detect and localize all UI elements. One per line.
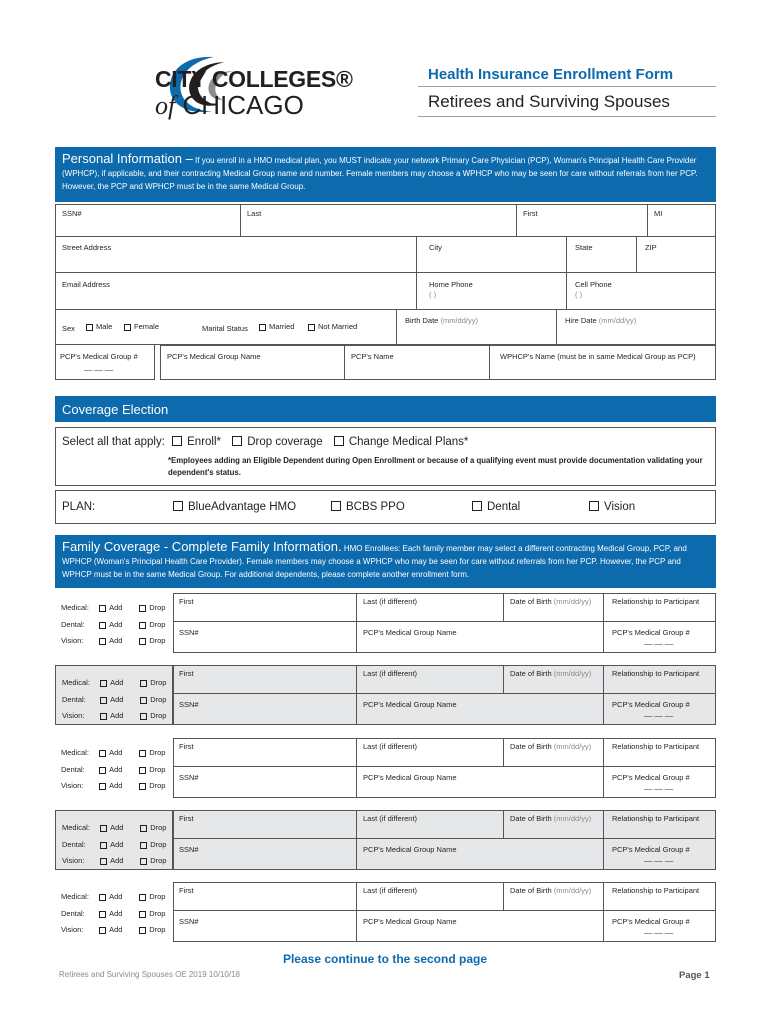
coverage-documentation-note: *Employees adding an Eligible Dependent during Open Enrollment or because of a qualifying event must provide documentation validating your dependent's status. — [168, 456, 703, 477]
medical-label: Medical: — [61, 892, 89, 901]
coverage-section-header — [55, 396, 716, 422]
dental-checkbox[interactable] — [472, 501, 482, 511]
dental-drop-option[interactable]: Drop — [139, 620, 165, 629]
medical-label: Medical: — [61, 603, 89, 612]
member-relationship-label: Relationship to Participant — [612, 669, 700, 678]
wphcp-name-label: WPHCP's Name (must be in same Medical Group as PCP) — [500, 352, 696, 361]
medical-coverage-row — [61, 603, 165, 612]
medical-add-checkbox[interactable] — [100, 680, 107, 687]
member-first-name-field[interactable] — [174, 739, 357, 767]
male-option[interactable]: Male — [86, 322, 112, 331]
member-pcp-group-number-blanks: __ __ __ — [644, 781, 674, 790]
logo-text-line2: of CHICAGO — [155, 90, 304, 120]
family-member-block — [55, 593, 716, 653]
family-member-fields — [173, 882, 716, 942]
member-dob-label: Date of Birth (mm/dd/yy) — [510, 597, 592, 606]
dental-coverage-row — [61, 909, 165, 918]
member-dob-label: Date of Birth (mm/dd/yy) — [510, 814, 592, 823]
personal-info-note: If you enroll in a HMO medical plan, you MUST indicate your network Primary Care Physician (PCP), Woman's Principal Health Care Provider (WPHCP), if applicable, and their contracting Medical Group name and number. Female members may choose a WPHCP who may be seen for care without referrals from her PCP. However, the PCP and WPHCP must be in the same Medical Group. — [62, 156, 698, 191]
select-all-label: Select all that apply: — [62, 436, 165, 448]
dental-drop-option[interactable]: Drop — [139, 909, 165, 918]
pcp-name-label: PCP's Name — [351, 352, 394, 361]
dental-drop-checkbox[interactable] — [140, 842, 147, 849]
birth-date-field[interactable] — [397, 310, 557, 345]
member-dob-field[interactable] — [504, 739, 604, 767]
pcp-group-number-blanks: __ __ __ — [84, 362, 114, 371]
medical-drop-option[interactable]: Drop — [139, 748, 165, 757]
vision-add-checkbox[interactable] — [100, 713, 107, 720]
vision-drop-checkbox[interactable] — [140, 858, 147, 865]
female-checkbox[interactable] — [124, 324, 131, 331]
member-first-label: First — [179, 742, 194, 751]
member-last-label: Last (if different) — [363, 597, 418, 606]
medical-add-option[interactable]: Add — [99, 603, 137, 612]
vision-drop-option[interactable]: Drop — [140, 711, 166, 720]
vision-drop-option[interactable]: Drop — [139, 781, 165, 790]
vision-drop-checkbox[interactable] — [139, 638, 146, 645]
member-last-name-field[interactable] — [357, 739, 504, 767]
pcp-group-number-field[interactable] — [55, 345, 155, 380]
member-dob-field[interactable] — [504, 883, 604, 911]
family-coverage-options — [55, 665, 173, 725]
family-section-header — [55, 535, 716, 588]
family-note: HMO Enrollees: Each family member may select a different contracting Medical Group, PCP, and WPHCP (Woman's Principal Health Care Provider). Female members may choose a WPHCP who may be seen for care without referrals from her PCP. However, the PCP and WPHCP must be in the same Medical Group. For additional dependents, please complete another enrollment form. — [62, 544, 687, 579]
medical-add-option[interactable]: Add — [100, 823, 138, 832]
member-pcp-group-name-label: PCP's Medical Group Name — [363, 845, 457, 854]
plan-option-dental[interactable]: Dental — [472, 501, 520, 513]
member-ssn-label: SSN# — [179, 700, 199, 709]
first-name-label: First — [523, 209, 538, 218]
enroll-option[interactable]: Enroll* — [172, 436, 221, 448]
change-plans-option[interactable]: Change Medical Plans* — [334, 436, 469, 448]
vision-coverage-row — [61, 636, 165, 645]
member-last-name-field[interactable] — [357, 811, 504, 839]
dental-drop-checkbox[interactable] — [140, 697, 147, 704]
member-pcp-group-number-field[interactable] — [604, 622, 715, 652]
member-last-label: Last (if different) — [363, 814, 418, 823]
vision-drop-checkbox[interactable] — [140, 713, 147, 720]
member-ssn-label: SSN# — [179, 845, 199, 854]
dental-coverage-row — [62, 840, 166, 849]
dental-add-option[interactable]: Add — [99, 765, 137, 774]
plan-select-box — [55, 490, 716, 524]
member-first-label: First — [179, 669, 194, 678]
vision-drop-checkbox[interactable] — [139, 783, 146, 790]
dental-label: Dental: — [61, 909, 85, 918]
logo-text-line1: CITY COLLEGES® — [155, 66, 353, 92]
member-pcp-group-number-label: PCP's Medical Group # — [612, 773, 690, 782]
medical-drop-checkbox[interactable] — [139, 605, 146, 612]
pcp-name-field[interactable] — [345, 345, 490, 380]
continue-note: Please continue to the second page — [282, 952, 488, 966]
member-relationship-field[interactable] — [604, 666, 715, 694]
member-relationship-label: Relationship to Participant — [612, 742, 700, 751]
member-ssn-field[interactable] — [174, 911, 357, 941]
marital-status-label: Marital Status — [202, 324, 248, 333]
member-ssn-field[interactable] — [174, 839, 357, 869]
plan-option-blueadvantage-hmo[interactable]: BlueAdvantage HMO — [173, 501, 296, 513]
header-divider — [418, 86, 716, 87]
medical-drop-checkbox[interactable] — [140, 680, 147, 687]
vision-add-option[interactable]: Add — [100, 711, 138, 720]
family-coverage-options — [55, 882, 173, 942]
vision-coverage-row — [62, 856, 166, 865]
street-address-field[interactable] — [55, 237, 417, 273]
cell-phone-field[interactable] — [567, 273, 716, 310]
dental-drop-option[interactable]: Drop — [140, 695, 166, 704]
vision-drop-option[interactable]: Drop — [140, 856, 166, 865]
drop-coverage-option[interactable]: Drop coverage — [232, 436, 322, 448]
medical-add-checkbox[interactable] — [99, 894, 106, 901]
plan-label: PLAN: — [62, 501, 96, 513]
member-pcp-group-number-field[interactable] — [604, 911, 715, 941]
medical-add-checkbox[interactable] — [100, 825, 107, 832]
medical-label: Medical: — [61, 748, 89, 757]
member-pcp-group-number-field[interactable] — [604, 694, 715, 724]
member-first-label: First — [179, 886, 194, 895]
vision-drop-option[interactable]: Drop — [139, 925, 165, 934]
member-pcp-group-name-label: PCP's Medical Group Name — [363, 917, 457, 926]
dental-drop-option[interactable]: Drop — [139, 765, 165, 774]
dental-label: Dental: — [61, 765, 85, 774]
city-label: City — [429, 243, 442, 252]
member-ssn-field[interactable] — [174, 694, 357, 724]
plan-option-bcbs-ppo[interactable]: BCBS PPO — [331, 501, 405, 513]
page-number: Page 1 — [679, 970, 710, 981]
blueadvantage-hmo-checkbox[interactable] — [173, 501, 183, 511]
state-label: State — [575, 243, 593, 252]
ssn-field[interactable] — [55, 204, 241, 237]
vision-add-checkbox[interactable] — [100, 858, 107, 865]
member-dob-field[interactable] — [504, 594, 604, 622]
dental-drop-checkbox[interactable] — [139, 911, 146, 918]
vision-drop-checkbox[interactable] — [139, 927, 146, 934]
member-dob-label: Date of Birth (mm/dd/yy) — [510, 886, 592, 895]
vision-coverage-row — [61, 781, 165, 790]
medical-coverage-row — [62, 823, 166, 832]
vision-add-checkbox[interactable] — [99, 638, 106, 645]
member-relationship-field[interactable] — [604, 811, 715, 839]
family-member-block — [55, 665, 716, 725]
member-pcp-group-number-field[interactable] — [604, 767, 715, 797]
member-dob-field[interactable] — [504, 811, 604, 839]
member-pcp-group-name-label: PCP's Medical Group Name — [363, 700, 457, 709]
bcbs-ppo-checkbox[interactable] — [331, 501, 341, 511]
medical-coverage-row — [62, 678, 166, 687]
member-dob-label: Date of Birth (mm/dd/yy) — [510, 669, 592, 678]
member-relationship-field[interactable] — [604, 594, 715, 622]
vision-checkbox[interactable] — [589, 501, 599, 511]
personal-info-heading: Personal Information – — [62, 151, 193, 166]
member-pcp-group-name-field[interactable] — [357, 694, 604, 724]
sex-label: Sex — [62, 324, 75, 333]
pcp-group-name-label: PCP's Medical Group Name — [167, 352, 261, 361]
member-pcp-group-number-blanks: __ __ __ — [644, 925, 674, 934]
form-id: Retirees and Surviving Spouses OE 2019 10/10/18 — [59, 970, 241, 979]
last-name-label: Last — [247, 209, 262, 218]
medical-add-option[interactable]: Add — [100, 678, 138, 687]
married-option[interactable]: Married — [259, 322, 294, 331]
last-name-field[interactable] — [241, 204, 517, 237]
female-option[interactable]: Female — [124, 322, 159, 331]
cell-phone-label: Cell Phone — [575, 280, 612, 289]
vision-add-option[interactable]: Add — [99, 636, 137, 645]
home-phone-label: Home Phone — [429, 280, 473, 289]
vision-coverage-row — [61, 925, 165, 934]
member-ssn-label: SSN# — [179, 917, 199, 926]
member-pcp-group-name-field[interactable] — [357, 622, 604, 652]
dental-add-checkbox[interactable] — [100, 842, 107, 849]
form-title: Health Insurance Enrollment Form — [428, 66, 674, 83]
dental-add-checkbox[interactable] — [100, 697, 107, 704]
member-pcp-group-number-label: PCP's Medical Group # — [612, 700, 690, 709]
coverage-heading: Coverage Election — [62, 402, 169, 417]
drop-coverage-checkbox[interactable] — [232, 436, 242, 446]
medical-drop-checkbox[interactable] — [139, 750, 146, 757]
medical-drop-checkbox[interactable] — [139, 894, 146, 901]
member-first-name-field[interactable] — [174, 594, 357, 622]
family-member-block — [55, 882, 716, 942]
member-pcp-group-name-label: PCP's Medical Group Name — [363, 628, 457, 637]
family-member-fields — [173, 738, 716, 798]
married-checkbox[interactable] — [259, 324, 266, 331]
member-last-name-field[interactable] — [357, 594, 504, 622]
medical-drop-checkbox[interactable] — [140, 825, 147, 832]
vision-add-option[interactable]: Add — [100, 856, 138, 865]
dental-drop-checkbox[interactable] — [139, 767, 146, 774]
dental-add-checkbox[interactable] — [99, 911, 106, 918]
medical-coverage-row — [61, 748, 165, 757]
dental-drop-option[interactable]: Drop — [140, 840, 166, 849]
member-last-label: Last (if different) — [363, 742, 418, 751]
family-member-block — [55, 810, 716, 870]
vision-drop-option[interactable]: Drop — [139, 636, 165, 645]
first-name-field[interactable] — [517, 204, 648, 237]
wphcp-name-field[interactable] — [490, 345, 716, 380]
coverage-select-row — [62, 436, 468, 448]
vision-label: Vision: — [61, 636, 84, 645]
enroll-checkbox[interactable] — [172, 436, 182, 446]
vision-add-option[interactable]: Add — [99, 925, 137, 934]
street-label: Street Address — [62, 243, 112, 252]
member-relationship-label: Relationship to Participant — [612, 814, 700, 823]
header-divider-bottom — [418, 116, 716, 117]
pcp-group-number-label: PCP's Medical Group # — [60, 352, 138, 361]
email-field[interactable] — [55, 273, 417, 310]
family-coverage-options — [55, 810, 173, 870]
member-relationship-label: Relationship to Participant — [612, 597, 700, 606]
zip-label: ZIP — [645, 243, 657, 252]
not-married-checkbox[interactable] — [308, 324, 315, 331]
member-first-label: First — [179, 597, 194, 606]
dental-label: Dental: — [62, 840, 86, 849]
dental-coverage-row — [62, 695, 166, 704]
member-relationship-label: Relationship to Participant — [612, 886, 700, 895]
not-married-option[interactable]: Not Married — [308, 322, 357, 331]
member-last-label: Last (if different) — [363, 669, 418, 678]
member-first-name-field[interactable] — [174, 666, 357, 694]
city-field[interactable] — [417, 237, 567, 273]
member-relationship-field[interactable] — [604, 739, 715, 767]
state-field[interactable] — [567, 237, 637, 273]
home-phone-field[interactable] — [417, 273, 567, 310]
member-ssn-field[interactable] — [174, 622, 357, 652]
male-checkbox[interactable] — [86, 324, 93, 331]
member-last-label: Last (if different) — [363, 886, 418, 895]
medical-drop-option[interactable]: Drop — [139, 603, 165, 612]
member-last-name-field[interactable] — [357, 666, 504, 694]
vision-add-checkbox[interactable] — [99, 927, 106, 934]
family-member-block — [55, 738, 716, 798]
ssn-label: SSN# — [62, 209, 82, 218]
member-first-name-field[interactable] — [174, 811, 357, 839]
dental-add-option[interactable]: Add — [100, 840, 138, 849]
cell-phone-area: ( ) — [575, 290, 583, 299]
family-member-fields — [173, 810, 716, 870]
dental-coverage-row — [61, 620, 165, 629]
vision-add-option[interactable]: Add — [99, 781, 137, 790]
member-pcp-group-number-blanks: __ __ __ — [644, 636, 674, 645]
dental-coverage-row — [61, 765, 165, 774]
dental-add-checkbox[interactable] — [99, 767, 106, 774]
personal-info-grid — [55, 204, 716, 380]
medical-drop-option[interactable]: Drop — [139, 892, 165, 901]
medical-add-option[interactable]: Add — [99, 892, 137, 901]
member-pcp-group-name-field[interactable] — [357, 911, 604, 941]
medical-drop-option[interactable]: Drop — [140, 823, 166, 832]
dental-label: Dental: — [62, 695, 86, 704]
medical-add-checkbox[interactable] — [99, 605, 106, 612]
coverage-select-box — [55, 427, 716, 486]
medical-add-option[interactable]: Add — [99, 748, 137, 757]
vision-add-checkbox[interactable] — [99, 783, 106, 790]
dental-drop-checkbox[interactable] — [139, 622, 146, 629]
birth-date-label: Birth Date (mm/dd/yy) — [405, 316, 478, 325]
member-pcp-group-name-label: PCP's Medical Group Name — [363, 773, 457, 782]
member-pcp-group-name-field[interactable] — [357, 839, 604, 869]
middle-initial-field[interactable] — [648, 204, 716, 237]
vision-label: Vision: — [61, 781, 84, 790]
dental-label: Dental: — [61, 620, 85, 629]
family-heading: Family Coverage - Complete Family Information. — [62, 539, 342, 554]
medical-label: Medical: — [62, 678, 90, 687]
member-pcp-group-name-field[interactable] — [357, 767, 604, 797]
member-last-name-field[interactable] — [357, 883, 504, 911]
home-phone-area: ( ) — [429, 290, 437, 299]
sex-marital-row — [55, 310, 397, 345]
family-coverage-options — [55, 738, 173, 798]
member-relationship-field[interactable] — [604, 883, 715, 911]
member-pcp-group-number-label: PCP's Medical Group # — [612, 845, 690, 854]
medical-label: Medical: — [62, 823, 90, 832]
vision-label: Vision: — [62, 711, 85, 720]
member-first-label: First — [179, 814, 194, 823]
member-ssn-field[interactable] — [174, 767, 357, 797]
family-member-fields — [173, 665, 716, 725]
vision-coverage-row — [62, 711, 166, 720]
email-label: Email Address — [62, 280, 110, 289]
hire-date-field[interactable] — [557, 310, 716, 345]
mi-label: MI — [654, 209, 663, 218]
member-pcp-group-number-blanks: __ __ __ — [644, 853, 674, 862]
plan-option-vision[interactable]: Vision — [589, 501, 635, 513]
hire-date-label: Hire Date (mm/dd/yy) — [565, 316, 637, 325]
member-dob-label: Date of Birth (mm/dd/yy) — [510, 742, 592, 751]
medical-coverage-row — [61, 892, 165, 901]
dental-add-checkbox[interactable] — [99, 622, 106, 629]
form-subtitle: Retirees and Surviving Spouses — [428, 92, 670, 111]
medical-drop-option[interactable]: Drop — [140, 678, 166, 687]
change-plans-checkbox[interactable] — [334, 436, 344, 446]
dental-add-option[interactable]: Add — [100, 695, 138, 704]
member-dob-field[interactable] — [504, 666, 604, 694]
member-pcp-group-number-label: PCP's Medical Group # — [612, 917, 690, 926]
vision-label: Vision: — [61, 925, 84, 934]
dental-add-option[interactable]: Add — [99, 909, 137, 918]
member-first-name-field[interactable] — [174, 883, 357, 911]
member-ssn-label: SSN# — [179, 628, 199, 637]
medical-add-checkbox[interactable] — [99, 750, 106, 757]
pcp-group-name-field[interactable] — [160, 345, 345, 380]
member-pcp-group-number-blanks: __ __ __ — [644, 708, 674, 717]
member-pcp-group-number-label: PCP's Medical Group # — [612, 628, 690, 637]
vision-label: Vision: — [62, 856, 85, 865]
family-coverage-options — [55, 593, 173, 653]
dental-add-option[interactable]: Add — [99, 620, 137, 629]
family-member-fields — [173, 593, 716, 653]
member-ssn-label: SSN# — [179, 773, 199, 782]
personal-info-section-header — [55, 147, 716, 202]
zip-field[interactable] — [637, 237, 716, 273]
member-pcp-group-number-field[interactable] — [604, 839, 715, 869]
